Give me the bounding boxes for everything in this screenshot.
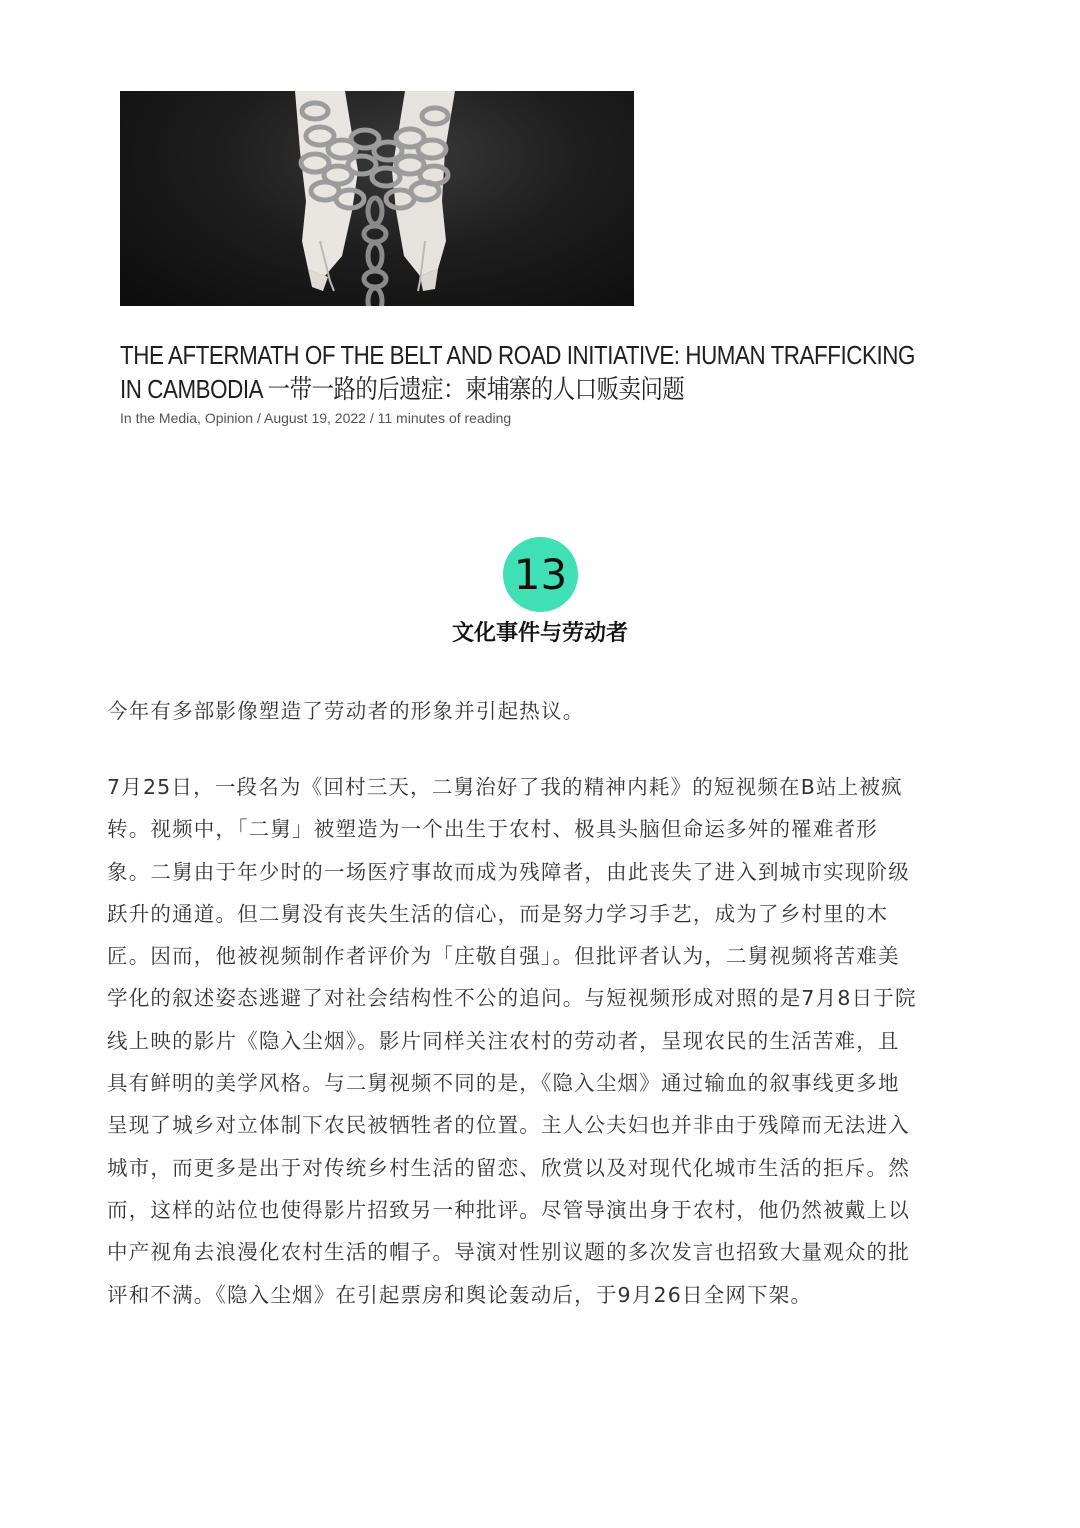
body-paragraph — [107, 766, 975, 1316]
intro-paragraph: 今年有多部影像塑造了劳动者的形象并引起热议。 — [107, 699, 585, 723]
paragraph-line: 匠。因而，他被视频制作者评价为「庄敬自强」。但批评者认为，二舅视频将苦难美 — [107, 944, 900, 969]
section-title: 文化事件与劳动者 — [451, 621, 628, 646]
section-number-badge: 13 — [503, 537, 578, 612]
paragraph-line: 转。视频中，「二舅」被塑造为一个出生于农村、极具头脑但命运多舛的罹难者形 — [107, 817, 878, 842]
paragraph-line: 城市，而更多是出于对传统乡村生活的留恋、欣赏以及对现代化城市生活的拒斥。然 — [107, 1155, 910, 1180]
paragraph-line: 评和不满。《隐入尘烟》在引起票房和舆论轰动后，于9月26日全网下架。 — [107, 1282, 813, 1307]
paragraph-line: 象。二舅由于年少时的一场医疗事故而成为残障者，由此丧失了进入到城市实现阶级 — [107, 859, 910, 884]
article-hero-image[interactable] — [120, 91, 634, 306]
chained-hands-icon — [120, 91, 634, 306]
paragraph-line: 呈现了城乡对立体制下农民被牺牲者的位置。主人公夫妇也并非由于残障而无法进入 — [107, 1113, 910, 1138]
paragraph-line: 线上映的影片《隐入尘烟》。影片同样关注农村的劳动者，呈现农民的生活苦难，且 — [107, 1028, 900, 1053]
paragraph-line: 而，这样的站位也使得影片招致另一种批评。尽管导演出身于农村，他仍然被戴上以 — [107, 1197, 910, 1222]
paragraph-line: 7月25日，一段名为《回村三天，二舅治好了我的精神内耗》的短视频在B站上被疯 — [107, 775, 903, 799]
paragraph-line: 跃升的通道。但二舅没有丧失生活的信心，而是努力学习手艺，成为了乡村里的木 — [107, 901, 889, 926]
paragraph-line: 具有鲜明的美学风格。与二舅视频不同的是，《隐入尘烟》通过输血的叙事线更多地 — [107, 1071, 900, 1096]
paragraph-line: 中产视角去浪漫化农村生活的帽子。导演对性别议题的多次发言也招致大量观众的批 — [107, 1240, 910, 1265]
article-headline[interactable] — [120, 338, 915, 406]
paragraph-line: 学化的叙述姿态逃避了对社会结构性不公的追问。与短视频形成对照的是7月8日于院 — [107, 986, 917, 1011]
headline-line-1: THE AFTERMATH OF THE BELT AND ROAD INITIATIVE: HUMAN TRAFFICKING — [120, 340, 915, 370]
article-meta: In the Media, Opinion / August 19, 2022 / 11 minutes of reading — [120, 410, 512, 426]
headline-line-2: IN CAMBODIA 一带一路的后遗症：柬埔寨的人口贩卖问题 — [120, 374, 685, 404]
